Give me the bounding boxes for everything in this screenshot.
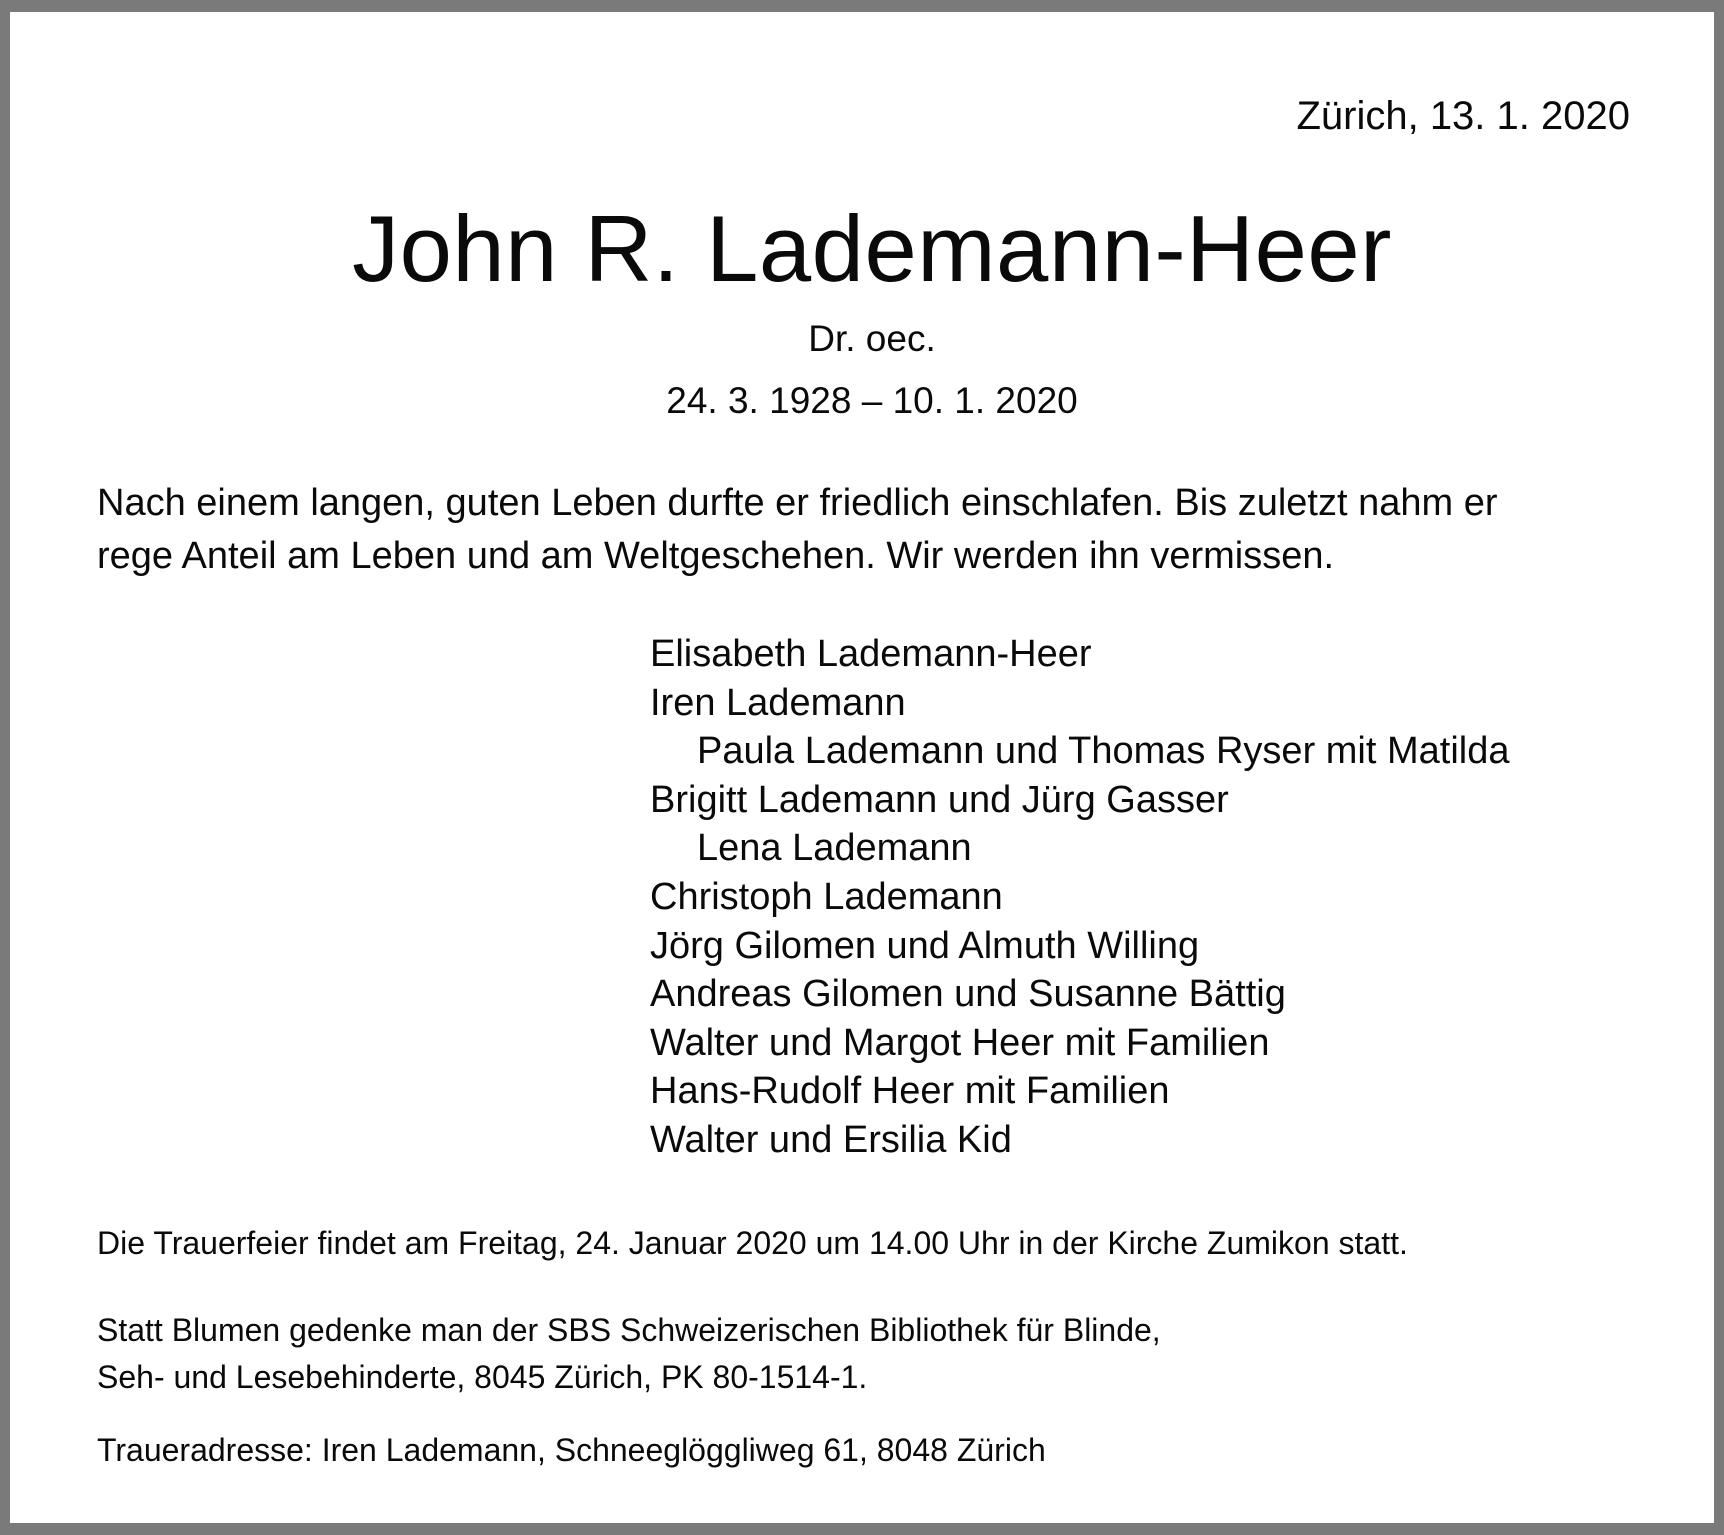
- mourner-name: Paula Lademann und Thomas Ryser mit Matilda: [697, 730, 1510, 773]
- mourner-name: Iren Lademann: [650, 681, 906, 724]
- mourner-name: Christoph Lademann: [650, 875, 1003, 918]
- mourner-name: Elisabeth Lademann-Heer: [650, 633, 1092, 675]
- mourner-name: Hans-Rudolf Heer mit Familien: [650, 1070, 1170, 1113]
- academic-title: Dr. oec.: [808, 318, 936, 359]
- donation-line: Seh- und Lesebehinderte, 8045 Zürich, PK 80-1514-1.: [97, 1359, 868, 1395]
- mourner-name: Lena Lademann: [697, 827, 972, 870]
- mourning-address-text: Traueradresse: Iren Lademann, Schneeglöggliweg 61, 8048 Zürich: [97, 1432, 1046, 1468]
- place-date: Zürich, 13. 1. 2020: [1296, 94, 1630, 138]
- farewell-message-line: Nach einem langen, guten Leben durfte er friedlich einschlafen. Bis zuletzt nahm er: [97, 482, 1498, 524]
- ceremony-text: Die Trauerfeier findet am Freitag, 24. Januar 2020 um 14.00 Uhr in der Kirche Zumikon statt.: [97, 1225, 1408, 1261]
- mourner-name: Jörg Gilomen und Almuth Willing: [650, 924, 1200, 967]
- mourning-address: [97, 1427, 1046, 1474]
- farewell-message-line: rege Anteil am Leben und am Weltgeschehen. Wir werden ihn vermissen.: [97, 535, 1335, 577]
- mourner-name: Walter und Margot Heer mit Familien: [650, 1021, 1270, 1064]
- farewell-message: [97, 477, 1498, 583]
- mourner-name: Walter und Ersilia Kid: [650, 1118, 1012, 1161]
- ceremony-info: [97, 1220, 1408, 1267]
- deceased-name: John R. Lademann-Heer: [352, 196, 1392, 301]
- lifespan-dates: 24. 3. 1928 – 10. 1. 2020: [666, 380, 1078, 421]
- donation-info: [97, 1307, 1161, 1401]
- mourners-list: [650, 630, 1510, 1165]
- mourner-name: Andreas Gilomen und Susanne Bättig: [650, 973, 1286, 1016]
- donation-line: Statt Blumen gedenke man der SBS Schweizerischen Bibliothek für Blinde,: [97, 1312, 1161, 1348]
- mourner-name: Brigitt Lademann und Jürg Gasser: [650, 778, 1229, 821]
